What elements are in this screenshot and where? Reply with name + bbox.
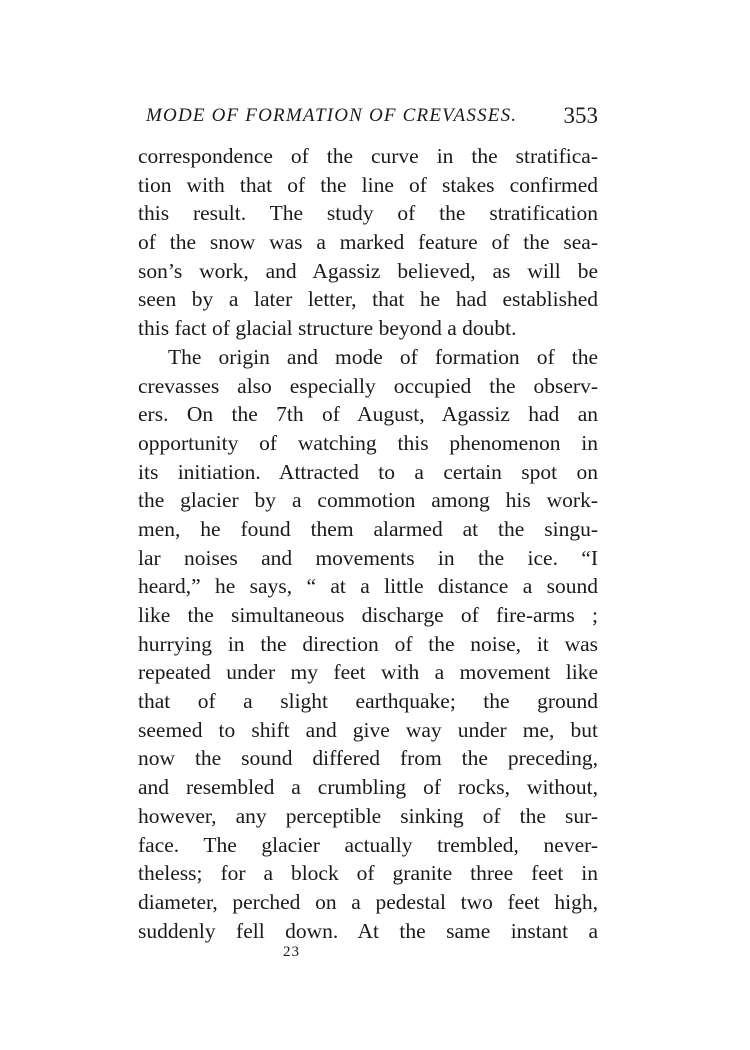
text-line: theless; for a block of granite three feet in bbox=[138, 861, 598, 886]
text-line: its initiation. Attracted to a certain spot on bbox=[138, 459, 598, 484]
page-number: 353 bbox=[563, 103, 598, 128]
text-line: The origin and mode of formation of the bbox=[168, 344, 598, 369]
text-line: of the snow was a marked feature of the sea- bbox=[138, 230, 598, 255]
text-line: son’s work, and Agassiz believed, as will be bbox=[138, 258, 598, 283]
running-title: MODE OF FORMATION OF CREVASSES. bbox=[146, 105, 518, 126]
text-line: correspondence of the curve in the stratifica- bbox=[138, 144, 598, 168]
paragraph-2 bbox=[138, 343, 598, 945]
text-line: men, he found them alarmed at the singu- bbox=[138, 516, 598, 541]
text-line: opportunity of watching this phenomenon in bbox=[138, 430, 598, 455]
text-line: ers. On the 7th of August, Agassiz had an bbox=[138, 402, 598, 427]
body-text bbox=[138, 142, 598, 945]
running-head bbox=[140, 103, 598, 133]
text-line: this fact of glacial structure beyond a doubt. bbox=[138, 316, 517, 341]
text-line: however, any perceptible sinking of the sur- bbox=[138, 803, 598, 828]
text-line: tion with that of the line of stakes confirmed bbox=[138, 172, 598, 197]
text-line: this result. The study of the stratification bbox=[138, 201, 598, 226]
text-line: face. The glacier actually trembled, never- bbox=[138, 832, 598, 857]
text-line: hurrying in the direction of the noise, it was bbox=[138, 631, 598, 656]
text-line: diameter, perched on a pedestal two feet high, bbox=[138, 889, 598, 914]
text-line: suddenly fell down. At the same instant a bbox=[138, 918, 598, 943]
text-line: now the sound differed from the preceding, bbox=[138, 746, 598, 771]
paragraph-1 bbox=[138, 142, 598, 343]
text-line: and resembled a crumbling of rocks, without, bbox=[138, 775, 598, 800]
text-line: crevasses also especially occupied the observ- bbox=[138, 373, 598, 398]
text-line: lar noises and movements in the ice. “I bbox=[138, 545, 598, 570]
text-line: seen by a later letter, that he had established bbox=[138, 287, 598, 312]
text-line: heard,” he says, “ at a little distance a sound bbox=[138, 574, 598, 599]
text-line: repeated under my feet with a movement like bbox=[138, 660, 598, 685]
text-line: like the simultaneous discharge of fire-arms ; bbox=[138, 603, 598, 627]
text-line: that of a slight earthquake; the ground bbox=[138, 689, 598, 714]
signature-mark: 23 bbox=[283, 944, 300, 960]
text-line: the glacier by a commotion among his work- bbox=[138, 488, 598, 513]
text-line: seemed to shift and give way under me, but bbox=[138, 717, 598, 742]
